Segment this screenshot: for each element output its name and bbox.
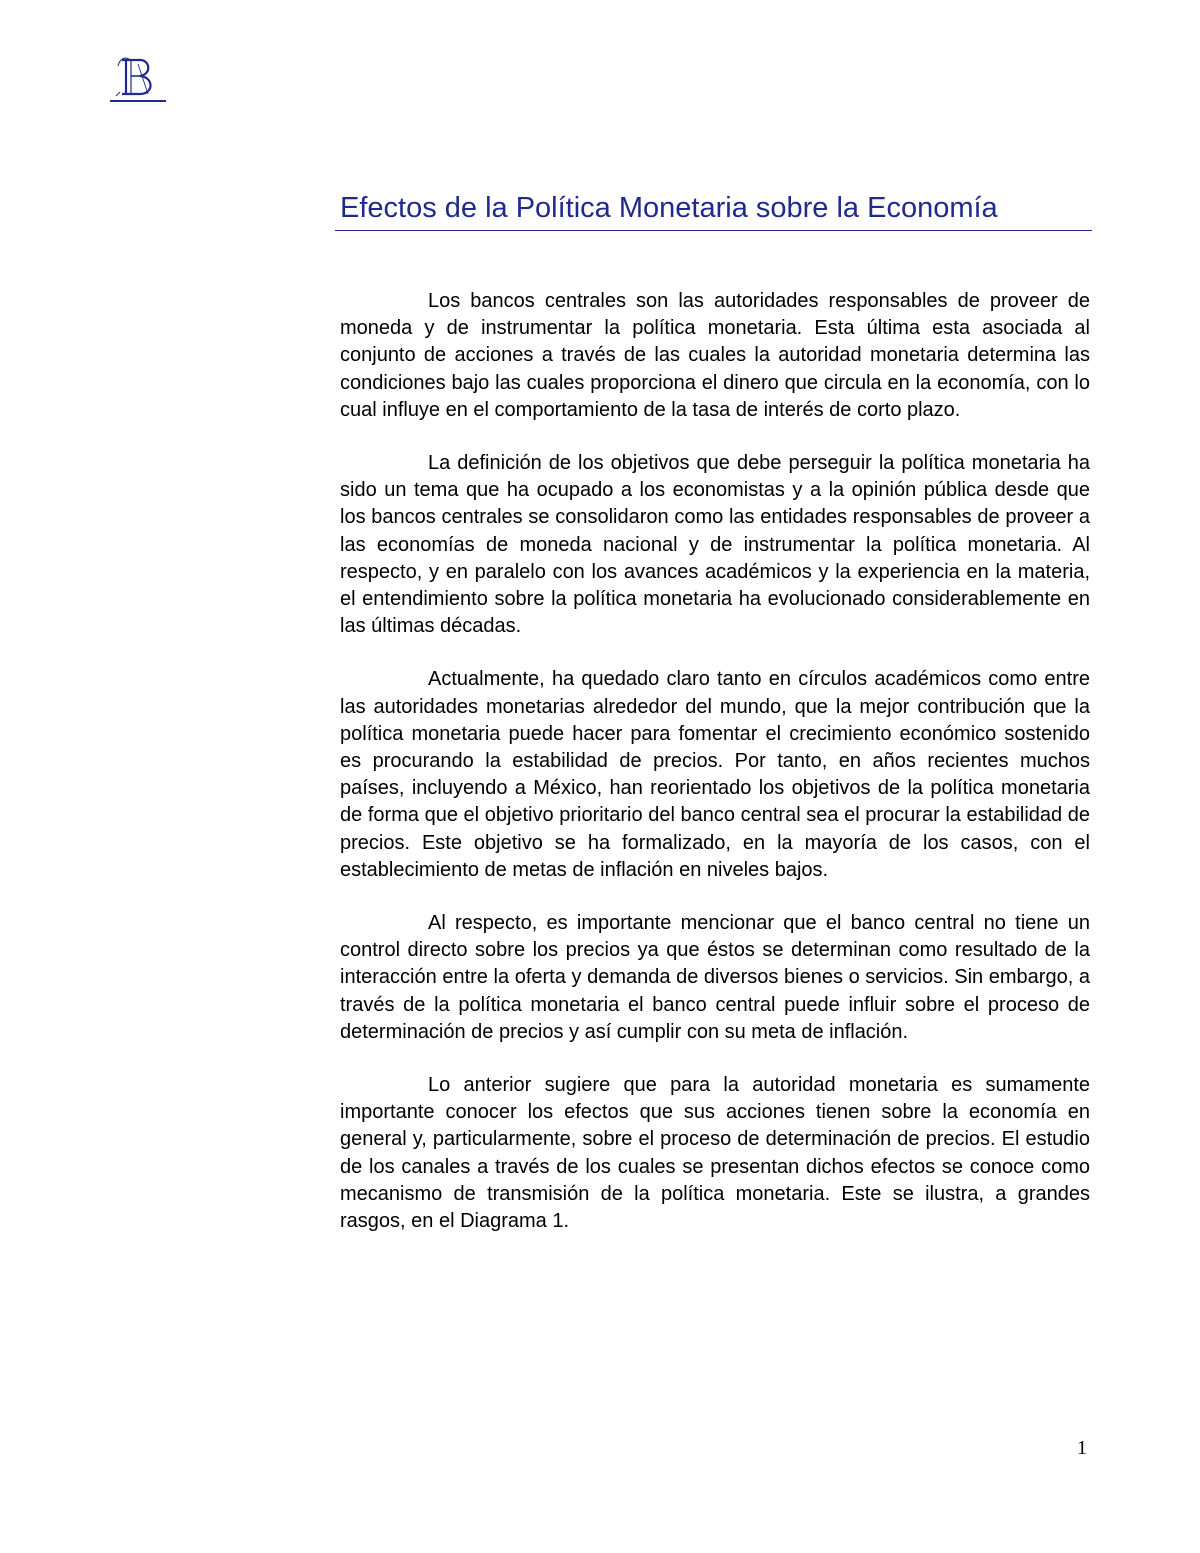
page-number: 1 bbox=[1077, 1437, 1087, 1459]
document-body bbox=[340, 288, 1090, 1261]
paragraph-4: Al respecto, es importante mencionar que el banco central no tiene un control directo sobre los precios ya que éstos se determinan como resultado de la interacción entre la oferta y demanda de diversos bienes o servicios. Sin embargo, a través de la política monetaria el banco central puede influir sobre el proceso de determinación de precios y así cumplir con su meta de inflación. bbox=[340, 912, 1090, 1043]
paragraph-5: Lo anterior sugiere que para la autoridad monetaria es sumamente importante conocer los efectos que sus acciones tienen sobre la economía en general y, particularmente, sobre el proceso de determinación de precios. El estudio de los canales a través de los cuales se presentan dichos efectos se conoce como mecanismo de transmisión de la política monetaria. Este se ilustra, a grandes rasgos, en el Diagrama 1. bbox=[340, 1074, 1090, 1233]
document-title: Efectos de la Política Monetaria sobre la Economía bbox=[340, 192, 998, 224]
paragraph-1: Los bancos centrales son las autoridades responsables de proveer de moneda y de instrumentar la política monetaria. Esta última esta asociada al conjunto de acciones a través de las cuales la autoridad monetaria determina las condiciones bajo las cuales proporciona el dinero que circula en la economía, con lo cual influye en el comportamiento de la tasa de interés de corto plazo. bbox=[340, 290, 1090, 421]
title-underline bbox=[335, 230, 1092, 231]
bank-monogram-icon bbox=[110, 52, 166, 104]
paragraph-3: Actualmente, ha quedado claro tanto en círculos académicos como entre las autoridades monetarias alrededor del mundo, que la mejor contribución que la política monetaria puede hacer para fomentar el crecimiento económico sostenido es procurando la estabilidad de precios. Por tanto, en años recientes muchos países, incluyendo a México, han reorientado los objetivos de la política monetaria de forma que el objetivo prioritario del banco central sea el procurar la estabilidad de precios. Este objetivo se ha formalizado, en la mayoría de los casos, con el establecimiento de metas de inflación en niveles bajos. bbox=[340, 668, 1090, 881]
paragraph-2: La definición de los objetivos que debe perseguir la política monetaria ha sido un tema que ha ocupado a los economistas y a la opinión pública desde que los bancos centrales se consolidaron como las entidades responsables de proveer a las economías de moneda nacional y de instrumentar la política monetaria. Al respecto, y en paralelo con los avances académicos y la experiencia en la materia, el entendimiento sobre la política monetaria ha evolucionado considerablemente en las últimas décadas. bbox=[340, 452, 1090, 638]
bank-monogram-logo bbox=[110, 52, 166, 104]
